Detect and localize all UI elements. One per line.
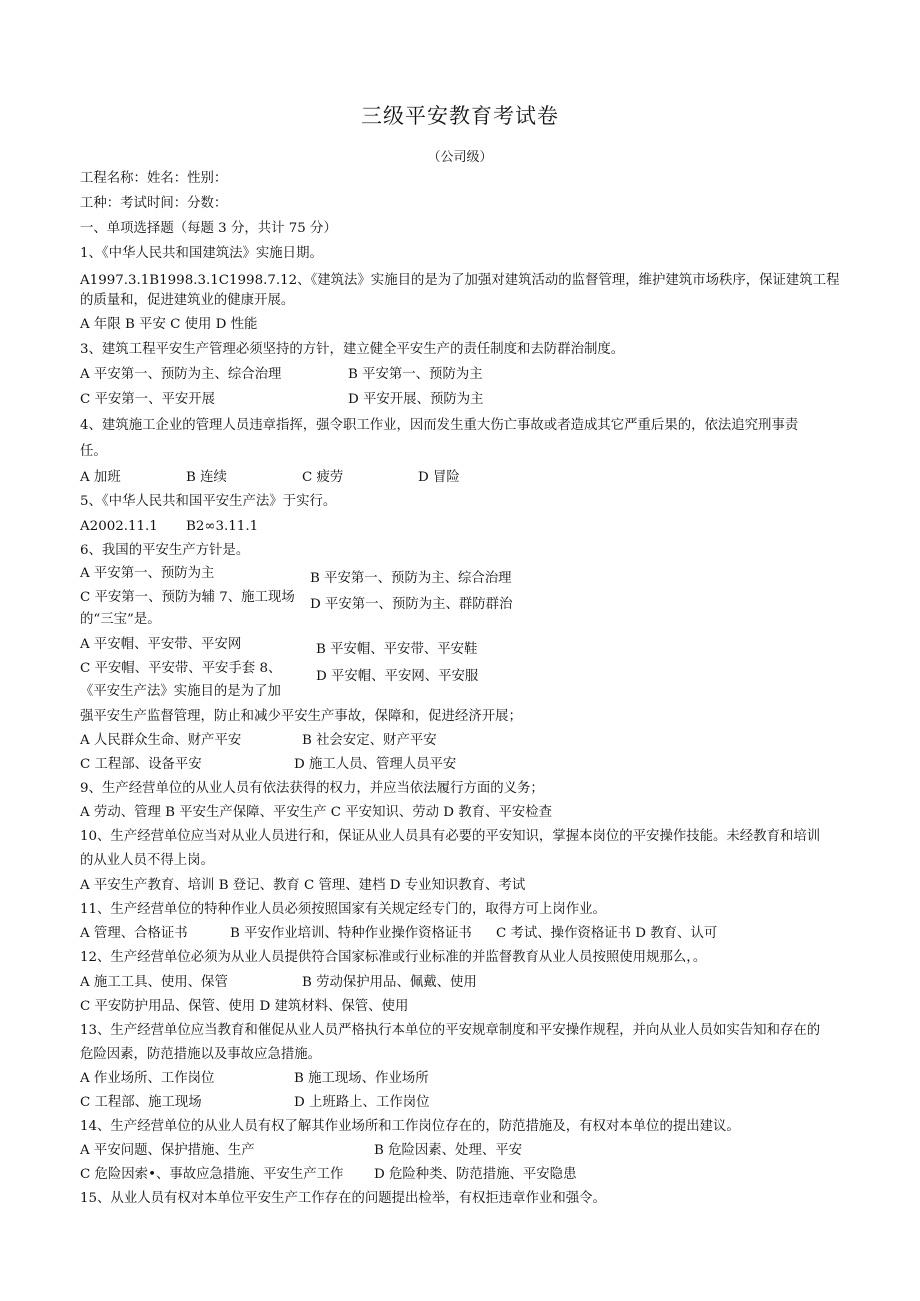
question-8-continued: 《平安生产法》实施目的是为了加 <box>80 684 281 699</box>
question-6-option-b: B 平安第一、预防为主、综合治理 <box>310 571 512 586</box>
section-heading: 一、单项选择题（每题 3 分，共计 75 分） <box>80 221 337 236</box>
page-subtitle: （公司级） <box>427 150 493 165</box>
question-7-option-b: B 平安帽、平安带、平安鞋 <box>316 642 478 657</box>
question-6: 6、我国的平安生产方针是。 <box>80 543 250 558</box>
question-1-options: A1997.3.1B1998.3.1C1998.7.12、《建筑法》实施目的是为了加强对建筑活动的监督管理，维护建筑市场秩序，保证建筑工程 <box>80 273 840 288</box>
question-12-option-a: A 施工工具、使用、保管 <box>80 975 228 990</box>
question-14: 14、生产经营单位的从业人员有权了解其作业场所和工作岗位存在的，防范措施及，有权对本单位的提出建议。 <box>80 1119 740 1134</box>
question-12-option-cd: C 平安防护用品、保管、使用 D 建筑材料、保管、使用 <box>80 999 409 1014</box>
question-4-option-b: B 连续 <box>186 470 227 485</box>
question-14-option-b: B 危险因素、处理、平安 <box>374 1143 523 1158</box>
question-12: 12、生产经营单位必须为从业人员提供符合国家标准或行业标准的并监督教育从业人员按照使用规那么，。 <box>80 950 707 965</box>
question-4-continued: 任。 <box>80 444 107 459</box>
question-1: 1、《中华人民共和国建筑法》实施日期。 <box>80 246 323 261</box>
info-line-worktype: 工种：考试时间：分数： <box>80 196 228 211</box>
question-7-option-c: C 平安帽、平安带、平安手套 8、 <box>80 661 282 676</box>
question-9-options: A 劳动、管理 B 平安生产保障、平安生产 C 平安知识、劳动 D 教育、平安检查 <box>80 805 553 820</box>
question-11-option-a: A 管理、合格证书 <box>80 926 188 941</box>
question-3-option-b: B 平安第一、预防为主 <box>348 367 483 382</box>
question-13-option-d: D 上班路上、工作岗位 <box>294 1095 430 1110</box>
question-3-option-c: C 平安第一、平安开展 <box>80 392 216 407</box>
question-11: 11、生产经营单位的特种作业人员必须按照国家有关规定经专门的，取得方可上岗作业。 <box>80 902 606 917</box>
question-10: 10、生产经营单位应当对从业人员进行和，保证从业人员具有必要的平安知识，掌握本岗位的平安操作技能。未经教育和培训 <box>80 829 821 844</box>
info-line-project: 工程名称：姓名：性别： <box>80 171 228 186</box>
question-4-option-c: C 疲劳 <box>302 470 344 485</box>
question-10-options: A 平安生产教育、培训 B 登记、教育 C 管理、建档 D 专业知识教育、考试 <box>80 878 526 893</box>
question-11-option-b: B 平安作业培训、特种作业操作资格证书 <box>230 926 472 941</box>
question-2-continued: 的质量和，促进建筑业的健康开展。 <box>80 293 295 308</box>
question-8-line: 强平安生产监督管理，防止和减少平安生产事故，保障和，促进经济开展； <box>80 709 522 724</box>
page-title: 三级平安教育考试卷 <box>361 104 559 128</box>
question-4-option-d: D 冒险 <box>418 470 460 485</box>
question-13: 13、生产经营单位应当教育和催促从业人员严格执行本单位的平安规章制度和平安操作规程，并向从业人员如实告知和存在的 <box>80 1023 821 1038</box>
question-12-option-b: B 劳动保护用品、佩戴、使用 <box>302 975 477 990</box>
question-8-option-c: C 工程部、设备平安 <box>80 757 202 772</box>
question-14-option-a: A 平安问题、保护措施、生产 <box>80 1143 255 1158</box>
question-3: 3、建筑工程平安生产管理必须坚持的方针，建立健全平安生产的责任制度和去防群治制度。 <box>80 342 625 357</box>
question-13-option-c: C 工程部、施工现场 <box>80 1095 202 1110</box>
question-13-option-b: B 施工现场、作业场所 <box>294 1071 429 1086</box>
question-2-options: A 年限 B 平安 C 使用 D 性能 <box>80 317 258 332</box>
question-7-continued: 的“三宝”是。 <box>80 612 161 627</box>
question-8-option-d: D 施工人员、管理人员平安 <box>294 757 457 772</box>
question-15: 15、从业人员有权对本单位平安生产工作存在的问题提出检举，有权拒违章作业和强令。 <box>80 1191 606 1206</box>
question-5-option-b: B2∞3.11.1 <box>186 519 259 534</box>
question-14-option-c: C 危险因索•、事故应急措施、平安生产工作 <box>80 1167 344 1182</box>
question-6-option-a: A 平安第一、预防为主 <box>80 566 215 581</box>
question-8-option-b: B 社会安定、财产平安 <box>302 733 437 748</box>
question-5: 5、《中华人民共和国平安生产法》于实行。 <box>80 494 337 509</box>
question-11-option-cd: C 考试、操作资格证书 D 教育、认可 <box>496 926 718 941</box>
question-13-option-a: A 作业场所、工作岗位 <box>80 1071 215 1086</box>
question-8-option-a: A 人民群众生命、财产平安 <box>80 733 242 748</box>
question-6-option-d: D 平安第一、预防为主、群防群治 <box>310 597 513 612</box>
question-4: 4、建筑施工企业的管理人员违章指挥，强令职工作业，因而发生重大伤亡事故或者造成其它严重后果的，依法追究刑事责 <box>80 418 799 433</box>
question-6-option-c: C 平安第一、预防为辅 7、施工现场 <box>80 590 295 605</box>
question-3-option-a: A 平安第一、预防为主、综合治理 <box>80 367 282 382</box>
question-7-option-d: D 平安帽、平安网、平安服 <box>316 669 479 684</box>
question-4-option-a: A 加班 <box>80 470 121 485</box>
question-10-continued: 的从业人员不得上岗。 <box>80 853 214 868</box>
question-7-option-a: A 平安帽、平安带、平安网 <box>80 637 242 652</box>
question-3-option-d: D 平安开展、预防为主 <box>348 392 484 407</box>
question-13-continued: 危险因素，防范措施以及事故应急措施。 <box>80 1047 322 1062</box>
question-5-option-a: A2002.11.1 <box>80 519 158 534</box>
question-14-option-d: D 危险种类、防范措施、平安隐患 <box>374 1167 577 1182</box>
question-9: 9、生产经营单位的从业人员有依法获得的权力，并应当依法履行方面的义务； <box>80 781 544 796</box>
